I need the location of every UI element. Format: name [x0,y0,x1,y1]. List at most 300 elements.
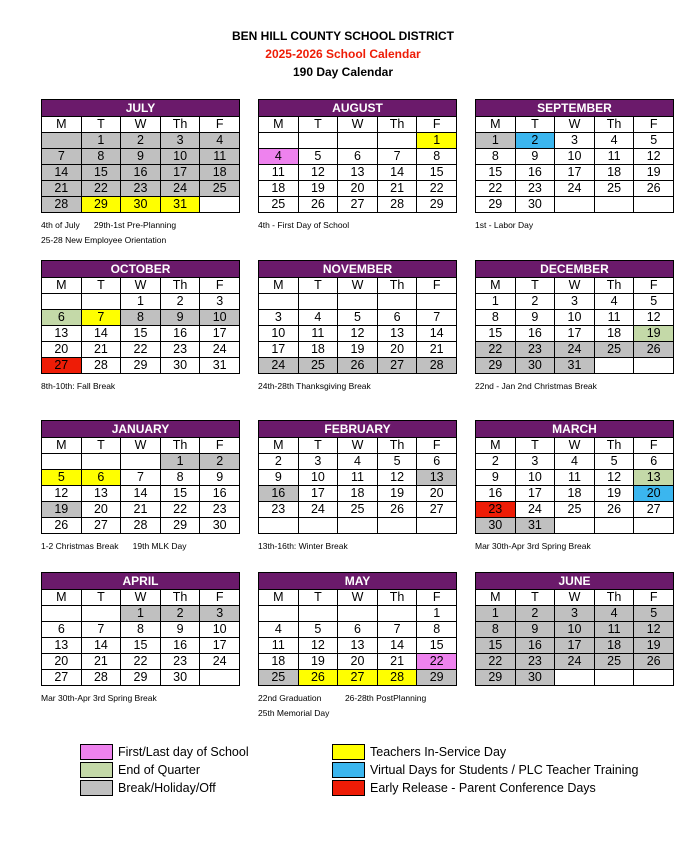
day-cell: 17 [160,165,200,181]
day-cell [42,606,82,622]
day-cell [81,294,121,310]
day-cell: 26 [634,181,674,197]
month-note: 22nd - Jan 2nd Christmas Break [475,381,597,391]
day-cell: 4 [298,310,338,326]
month-title: AUGUST [259,100,457,117]
month-september [475,99,674,213]
day-cell: 27 [81,518,121,534]
day-cell: 17 [200,326,240,342]
day-cell: 15 [417,638,457,654]
day-cell [594,518,634,534]
day-cell: 20 [417,486,457,502]
weekday-header: Th [160,278,200,294]
weekday-header: M [259,590,299,606]
day-cell: 27 [377,358,417,374]
weekday-header: F [634,590,674,606]
weekday-header: Th [377,438,417,454]
day-cell: 11 [298,326,338,342]
day-cell: 30 [121,197,161,213]
legend-label: End of Quarter [118,763,200,777]
day-cell [594,197,634,213]
day-cell: 25 [298,358,338,374]
weekday-header: Th [377,590,417,606]
weekday-header: T [81,438,121,454]
day-cell: 28 [81,670,121,686]
weekday-header: T [298,438,338,454]
weekday-header: M [42,590,82,606]
month-note: 1-2 Christmas Break 19th MLK Day [41,541,187,551]
day-cell: 6 [42,622,82,638]
day-cell: 19 [42,502,82,518]
day-cell: 27 [338,670,378,686]
day-cell: 15 [476,326,516,342]
day-cell: 9 [476,470,516,486]
day-cell [259,606,299,622]
weekday-header: W [121,438,161,454]
day-cell: 6 [634,454,674,470]
day-cell: 23 [476,502,516,518]
day-cell: 25 [259,670,299,686]
day-cell: 17 [259,342,299,358]
day-cell: 23 [515,181,555,197]
day-cell: 11 [594,622,634,638]
day-cell: 29 [476,358,516,374]
day-cell: 17 [298,486,338,502]
weekday-header: Th [377,117,417,133]
weekday-header: T [515,590,555,606]
day-cell: 23 [160,342,200,358]
month-march [475,420,674,534]
legend-label: Teachers In-Service Day [370,745,507,759]
day-cell: 12 [338,326,378,342]
day-cell: 6 [417,454,457,470]
day-cell: 20 [42,654,82,670]
day-cell: 21 [377,654,417,670]
day-cell: 19 [338,342,378,358]
day-cell [298,606,338,622]
calendar-title: 2025-2026 School Calendar [265,47,421,61]
day-cell: 24 [259,358,299,374]
day-cell: 16 [160,638,200,654]
month-title: SEPTEMBER [476,100,674,117]
weekday-header: Th [594,590,634,606]
weekday-header: F [417,278,457,294]
day-cell: 14 [417,326,457,342]
day-cell: 16 [515,165,555,181]
day-cell: 1 [417,133,457,149]
day-cell: 10 [259,326,299,342]
day-cell [259,294,299,310]
weekday-header: W [338,278,378,294]
day-cell: 22 [476,342,516,358]
weekday-header: F [417,117,457,133]
day-cell [42,133,82,149]
day-cell: 7 [121,470,161,486]
day-cell: 17 [555,165,595,181]
day-cell: 20 [338,181,378,197]
day-cell: 17 [515,486,555,502]
day-cell: 21 [81,654,121,670]
weekday-header: M [42,438,82,454]
day-cell: 4 [555,454,595,470]
month-title: APRIL [42,573,240,590]
day-cell [555,518,595,534]
day-cell: 30 [476,518,516,534]
day-cell: 9 [259,470,299,486]
weekday-header: W [121,278,161,294]
day-cell: 5 [634,133,674,149]
day-cell: 28 [377,670,417,686]
month-december [475,260,674,374]
day-cell: 26 [338,358,378,374]
day-cell: 24 [298,502,338,518]
day-cell: 23 [515,342,555,358]
day-cell: 6 [338,149,378,165]
day-cell: 8 [476,622,516,638]
day-cell: 5 [298,622,338,638]
weekday-header: M [476,278,516,294]
day-cell [121,454,161,470]
day-cell [259,518,299,534]
weekday-header: W [121,590,161,606]
day-cell: 13 [81,486,121,502]
day-cell: 13 [338,638,378,654]
legend-swatch [332,762,365,778]
day-cell: 11 [594,149,634,165]
day-cell: 8 [417,622,457,638]
day-cell: 24 [555,654,595,670]
day-cell: 22 [476,181,516,197]
weekday-header: F [200,117,240,133]
day-cell [200,670,240,686]
month-title: OCTOBER [42,261,240,278]
month-july [41,99,240,213]
weekday-header: M [476,438,516,454]
month-title: DECEMBER [476,261,674,278]
day-cell: 22 [476,654,516,670]
day-cell: 16 [121,165,161,181]
month-october [41,260,240,374]
day-cell [42,294,82,310]
day-cell: 10 [160,149,200,165]
day-cell: 7 [81,622,121,638]
legend-label: First/Last day of School [118,745,249,759]
day-cell: 5 [42,470,82,486]
day-cell: 14 [377,165,417,181]
day-cell: 20 [377,342,417,358]
day-cell: 17 [200,638,240,654]
day-cell: 4 [259,622,299,638]
day-cell [594,670,634,686]
day-cell [298,518,338,534]
day-cell: 19 [594,486,634,502]
day-cell: 12 [634,622,674,638]
day-cell: 27 [634,502,674,518]
weekday-header: F [634,117,674,133]
legend-swatch [332,780,365,796]
legend-label: Early Release - Parent Conference Days [370,781,596,795]
day-cell: 6 [377,310,417,326]
day-cell: 18 [555,486,595,502]
day-cell: 27 [338,197,378,213]
weekday-header: W [555,278,595,294]
day-cell: 5 [338,310,378,326]
day-cell: 9 [160,622,200,638]
weekday-header: M [42,117,82,133]
day-cell: 26 [298,197,338,213]
day-cell: 19 [298,654,338,670]
day-cell: 8 [476,149,516,165]
day-cell: 10 [555,149,595,165]
day-cell: 19 [634,638,674,654]
day-cell: 31 [555,358,595,374]
day-cell: 30 [515,670,555,686]
day-cell: 28 [121,518,161,534]
day-cell: 18 [594,638,634,654]
weekday-header: T [515,438,555,454]
day-cell: 18 [594,326,634,342]
day-cell [338,294,378,310]
day-cell: 3 [200,606,240,622]
day-cell: 14 [81,326,121,342]
day-cell: 4 [594,133,634,149]
day-cell: 6 [81,470,121,486]
day-cell: 18 [259,181,299,197]
day-cell: 22 [417,654,457,670]
month-note: 13th-16th: Winter Break [258,541,348,551]
day-cell: 12 [298,638,338,654]
day-cell [377,294,417,310]
day-cell [634,197,674,213]
day-cell: 15 [121,638,161,654]
day-cell: 13 [634,470,674,486]
day-cell [555,670,595,686]
weekday-header: F [417,590,457,606]
day-cell: 23 [160,654,200,670]
month-title: JANUARY [42,421,240,438]
day-cell: 25 [200,181,240,197]
day-cell: 7 [377,622,417,638]
day-cell: 19 [634,165,674,181]
month-note: 25th Memorial Day [258,708,330,718]
day-cell: 18 [298,342,338,358]
day-cell: 10 [555,310,595,326]
day-cell: 8 [160,470,200,486]
day-cell: 19 [377,486,417,502]
day-cell: 22 [121,342,161,358]
month-title: MARCH [476,421,674,438]
day-cell: 7 [42,149,82,165]
day-cell: 15 [476,165,516,181]
day-cell: 26 [298,670,338,686]
day-cell: 29 [121,670,161,686]
weekday-header: T [298,278,338,294]
day-cell: 3 [200,294,240,310]
day-cell: 6 [338,622,378,638]
month-note: 1st - Labor Day [475,220,534,230]
day-cell: 3 [555,133,595,149]
weekday-header: M [259,438,299,454]
day-cell: 28 [81,358,121,374]
day-cell: 12 [298,165,338,181]
day-cell: 7 [377,149,417,165]
month-note: 4th of July 29th-1st Pre-Planning [41,220,177,230]
day-cell: 31 [515,518,555,534]
day-cell: 19 [298,181,338,197]
day-cell: 11 [259,165,299,181]
day-cell: 10 [298,470,338,486]
legend-swatch [80,762,113,778]
day-cell: 25 [259,197,299,213]
weekday-header: W [338,590,378,606]
day-cell: 30 [515,358,555,374]
day-cell: 23 [515,654,555,670]
weekday-header: W [555,590,595,606]
day-cell: 27 [42,670,82,686]
day-cell: 3 [160,133,200,149]
day-cell: 10 [200,622,240,638]
day-cell: 12 [42,486,82,502]
day-cell: 5 [634,606,674,622]
day-cell [634,518,674,534]
day-cell: 2 [200,454,240,470]
day-cell: 18 [259,654,299,670]
weekday-header: F [417,438,457,454]
day-cell: 30 [160,358,200,374]
day-cell: 21 [417,342,457,358]
day-cell [555,197,595,213]
day-cell: 1 [81,133,121,149]
weekday-header: M [476,590,516,606]
day-cell: 8 [476,310,516,326]
month-february [258,420,457,534]
legend-label: Break/Holiday/Off [118,781,216,795]
day-cell: 23 [200,502,240,518]
day-cell: 4 [594,606,634,622]
day-cell: 29 [476,670,516,686]
weekday-header: F [634,438,674,454]
month-title: MAY [259,573,457,590]
day-cell: 21 [81,342,121,358]
day-cell: 18 [594,165,634,181]
legend-swatch [80,744,113,760]
weekday-header: Th [594,117,634,133]
day-cell [338,133,378,149]
day-cell: 30 [200,518,240,534]
day-cell: 31 [200,358,240,374]
day-cell: 3 [555,606,595,622]
day-cell [634,670,674,686]
month-note: Mar 30th-Apr 3rd Spring Break [41,693,157,703]
day-cell: 29 [417,670,457,686]
day-cell: 30 [515,197,555,213]
day-cell: 11 [259,638,299,654]
day-cell: 9 [121,149,161,165]
day-cell: 10 [555,622,595,638]
day-cell: 22 [81,181,121,197]
day-cell: 12 [634,310,674,326]
day-cell [417,294,457,310]
day-cell: 29 [417,197,457,213]
day-cell: 16 [160,326,200,342]
day-cell: 28 [417,358,457,374]
day-cell: 20 [634,486,674,502]
day-cell: 11 [555,470,595,486]
day-cell: 25 [594,654,634,670]
day-cell: 2 [476,454,516,470]
day-cell: 12 [634,149,674,165]
month-august [258,99,457,213]
weekday-header: F [200,438,240,454]
weekday-header: T [81,117,121,133]
day-cell [377,518,417,534]
day-cell: 24 [555,181,595,197]
month-note: 8th-10th: Fall Break [41,381,116,391]
day-cell: 12 [594,470,634,486]
day-cell [594,358,634,374]
day-cell: 25 [555,502,595,518]
day-cell: 1 [121,294,161,310]
weekday-header: W [338,117,378,133]
day-cell: 2 [121,133,161,149]
day-cell: 1 [417,606,457,622]
day-cell [634,358,674,374]
weekday-header: T [298,117,338,133]
weekday-header: Th [160,590,200,606]
day-cell: 29 [160,518,200,534]
day-cell: 20 [42,342,82,358]
day-cell: 8 [417,149,457,165]
day-cell: 22 [121,654,161,670]
day-cell [42,454,82,470]
day-cell: 1 [476,606,516,622]
day-cell: 1 [121,606,161,622]
legend-label: Virtual Days for Students / PLC Teacher Training [370,763,639,777]
day-cell: 31 [160,197,200,213]
day-cell: 15 [417,165,457,181]
day-cell: 5 [594,454,634,470]
day-cell: 17 [555,326,595,342]
day-cell: 3 [515,454,555,470]
day-cell: 26 [42,518,82,534]
day-cell: 18 [200,165,240,181]
day-cell [298,133,338,149]
day-cell: 4 [594,294,634,310]
day-cell: 29 [81,197,121,213]
day-cell [81,454,121,470]
day-cell: 13 [42,326,82,342]
day-cell: 24 [200,654,240,670]
day-cell: 5 [298,149,338,165]
day-cell: 9 [515,149,555,165]
day-cell: 2 [515,133,555,149]
day-cell [377,606,417,622]
weekday-header: W [555,438,595,454]
day-cell: 16 [476,486,516,502]
weekday-header: W [121,117,161,133]
weekday-header: Th [160,117,200,133]
day-cell: 9 [160,310,200,326]
day-cell: 27 [42,358,82,374]
day-cell: 3 [259,310,299,326]
day-cell: 24 [200,342,240,358]
day-cell: 23 [121,181,161,197]
day-cell: 9 [200,470,240,486]
day-cell: 16 [515,326,555,342]
day-cell: 1 [160,454,200,470]
month-january [41,420,240,534]
day-cell: 26 [634,342,674,358]
